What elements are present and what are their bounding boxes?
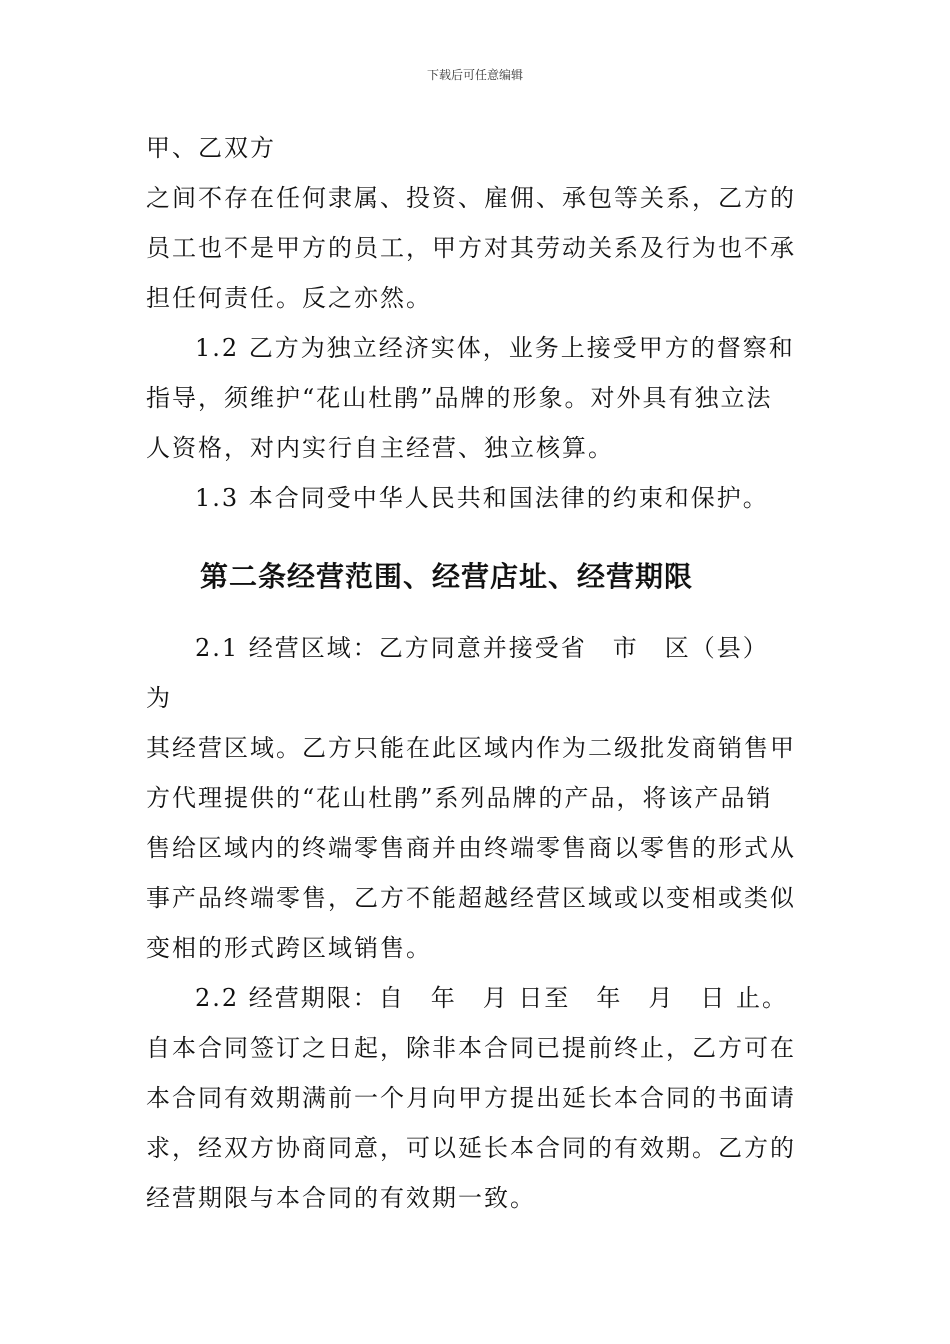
clause-2-2-line: 2.2 经营期限：自 年 月 日至 年 月 日 止。 [195, 984, 789, 1012]
clause-1-2-line: 1.2 乙方为独立经济实体，业务上接受甲方的督察和 [195, 334, 795, 362]
clause-2-1-line: 变相的形式跨区域销售。 [146, 934, 432, 962]
clause-2-1-line: 为 [146, 684, 172, 712]
clause-2-1-line: 售给区域内的终端零售商并由终端零售商以零售的形式从 [146, 834, 796, 862]
clause-1-2-line: 人资格，对内实行自主经营、独立核算。 [146, 434, 614, 462]
clause-2-1-line: 事产品终端零售，乙方不能超越经营区域或以变相或类似 [146, 884, 796, 912]
section-heading: 第二条经营范围、经营店址、经营期限 [200, 560, 694, 593]
paragraph-line: 员工也不是甲方的员工，甲方对其劳动关系及行为也不承 [146, 234, 796, 262]
paragraph-line: 之间不存在任何隶属、投资、雇佣、承包等关系，乙方的 [146, 184, 796, 212]
clause-2-1-line: 其经营区域。乙方只能在此区域内作为二级批发商销售甲 [146, 734, 796, 762]
clause-1-2-line: 指导，须维护“花山杜鹃”品牌的形象。对外具有独立法 [146, 384, 773, 412]
clause-2-2-line: 求，经双方协商同意，可以延长本合同的有效期。乙方的 [146, 1134, 796, 1162]
paragraph-line: 甲、乙双方 [146, 134, 276, 162]
clause-2-2-line: 经营期限与本合同的有效期一致。 [146, 1184, 536, 1212]
clause-2-2-line: 自本合同签订之日起，除非本合同已提前终止，乙方可在 [146, 1034, 796, 1062]
clause-2-1-line: 方代理提供的“花山杜鹃”系列品牌的产品，将该产品销 [146, 784, 773, 812]
header-note: 下载后可任意编辑 [426, 68, 523, 82]
paragraph-line: 担任何责任。反之亦然。 [146, 284, 432, 312]
clause-2-2-line: 本合同有效期满前一个月向甲方提出延长本合同的书面请 [146, 1084, 796, 1112]
clause-1-3-line: 1.3 本合同受中华人民共和国法律的约束和保护。 [195, 484, 769, 512]
clause-2-1-line: 2.1 经营区域：乙方同意并接受省 市 区（县） [195, 634, 769, 662]
